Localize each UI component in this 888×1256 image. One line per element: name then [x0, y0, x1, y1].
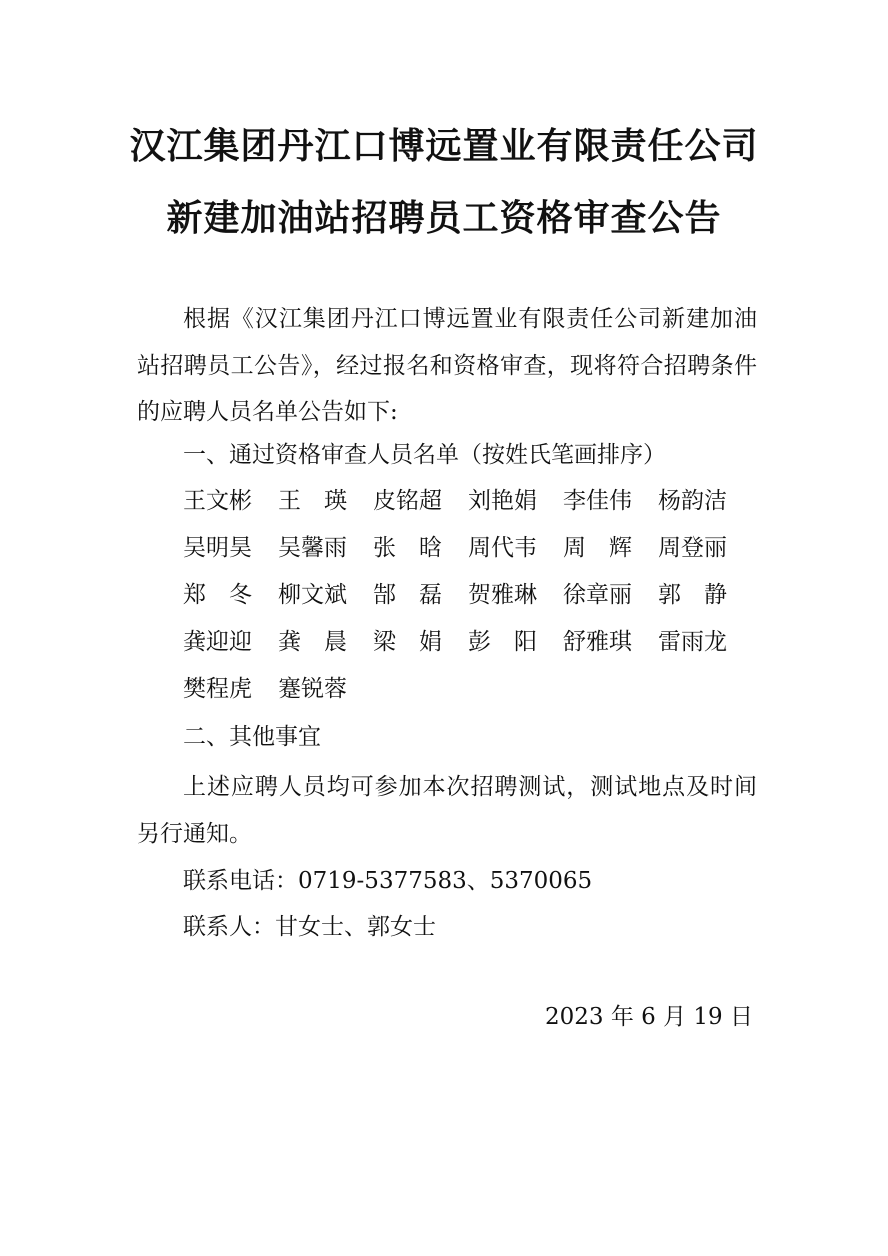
applicant-name: 蹇锐蓉 — [278, 676, 347, 702]
applicant-name: 刘艳娟 — [468, 488, 537, 514]
applicant-name: 郭 静 — [658, 582, 727, 608]
names-row — [183, 623, 753, 670]
applicant-name: 郑 冬 — [183, 582, 252, 608]
applicant-name: 舒雅琪 — [563, 629, 632, 655]
applicant-name: 贺雅琳 — [468, 582, 537, 608]
applicant-name: 周登丽 — [658, 535, 727, 561]
applicant-name: 李佳伟 — [563, 488, 632, 514]
intro-paragraph: 根据《汉江集团丹江口博远置业有限责任公司新建加油站招聘员工公告》，经过报名和资格审查，现将符合招聘条件的应聘人员名单公告如下: — [137, 306, 757, 425]
applicant-name: 徐章丽 — [563, 582, 632, 608]
applicant-name: 王 瑛 — [278, 488, 347, 514]
applicant-name: 郜 磊 — [373, 582, 442, 608]
applicant-name: 彭 阳 — [468, 629, 537, 655]
applicant-name: 杨韵洁 — [658, 488, 727, 514]
applicant-name: 龚迎迎 — [183, 629, 252, 655]
applicant-name: 吴馨雨 — [278, 535, 347, 561]
applicant-name: 吴明昊 — [183, 535, 252, 561]
names-row — [183, 529, 753, 576]
applicant-name: 雷雨龙 — [658, 629, 727, 655]
contact-phone: 联系电话：0719-5377583、5370065 — [183, 868, 593, 894]
names-row — [183, 670, 753, 717]
applicant-name: 樊程虎 — [183, 676, 252, 702]
names-row — [183, 482, 753, 529]
applicant-name: 龚 晨 — [278, 629, 347, 655]
applicant-name: 周 辉 — [563, 535, 632, 561]
names-row — [183, 576, 753, 623]
applicant-name: 王文彬 — [183, 488, 252, 514]
contact-person: 联系人：甘女士、郭女士 — [183, 914, 436, 940]
approved-names-list — [183, 482, 753, 717]
applicant-name: 皮铭超 — [373, 488, 442, 514]
title-line-1: 汉江集团丹江口博远置业有限责任公司 — [129, 125, 759, 167]
applicant-name: 柳文斌 — [278, 582, 347, 608]
section-2-heading: 二、其他事宜 — [183, 724, 321, 750]
section-1-heading: 一、通过资格审查人员名单（按姓氏笔画排序） — [183, 442, 666, 468]
applicant-name: 周代韦 — [468, 535, 537, 561]
applicant-name: 张 晗 — [373, 535, 442, 561]
issue-date: 2023 年 6 月 19 日 — [545, 1004, 753, 1030]
applicant-name: 梁 娟 — [373, 629, 442, 655]
other-matters-paragraph: 上述应聘人员均可参加本次招聘测试，测试地点及时间另行通知。 — [137, 774, 757, 847]
title-line-2: 新建加油站招聘员工资格审查公告 — [166, 197, 722, 239]
